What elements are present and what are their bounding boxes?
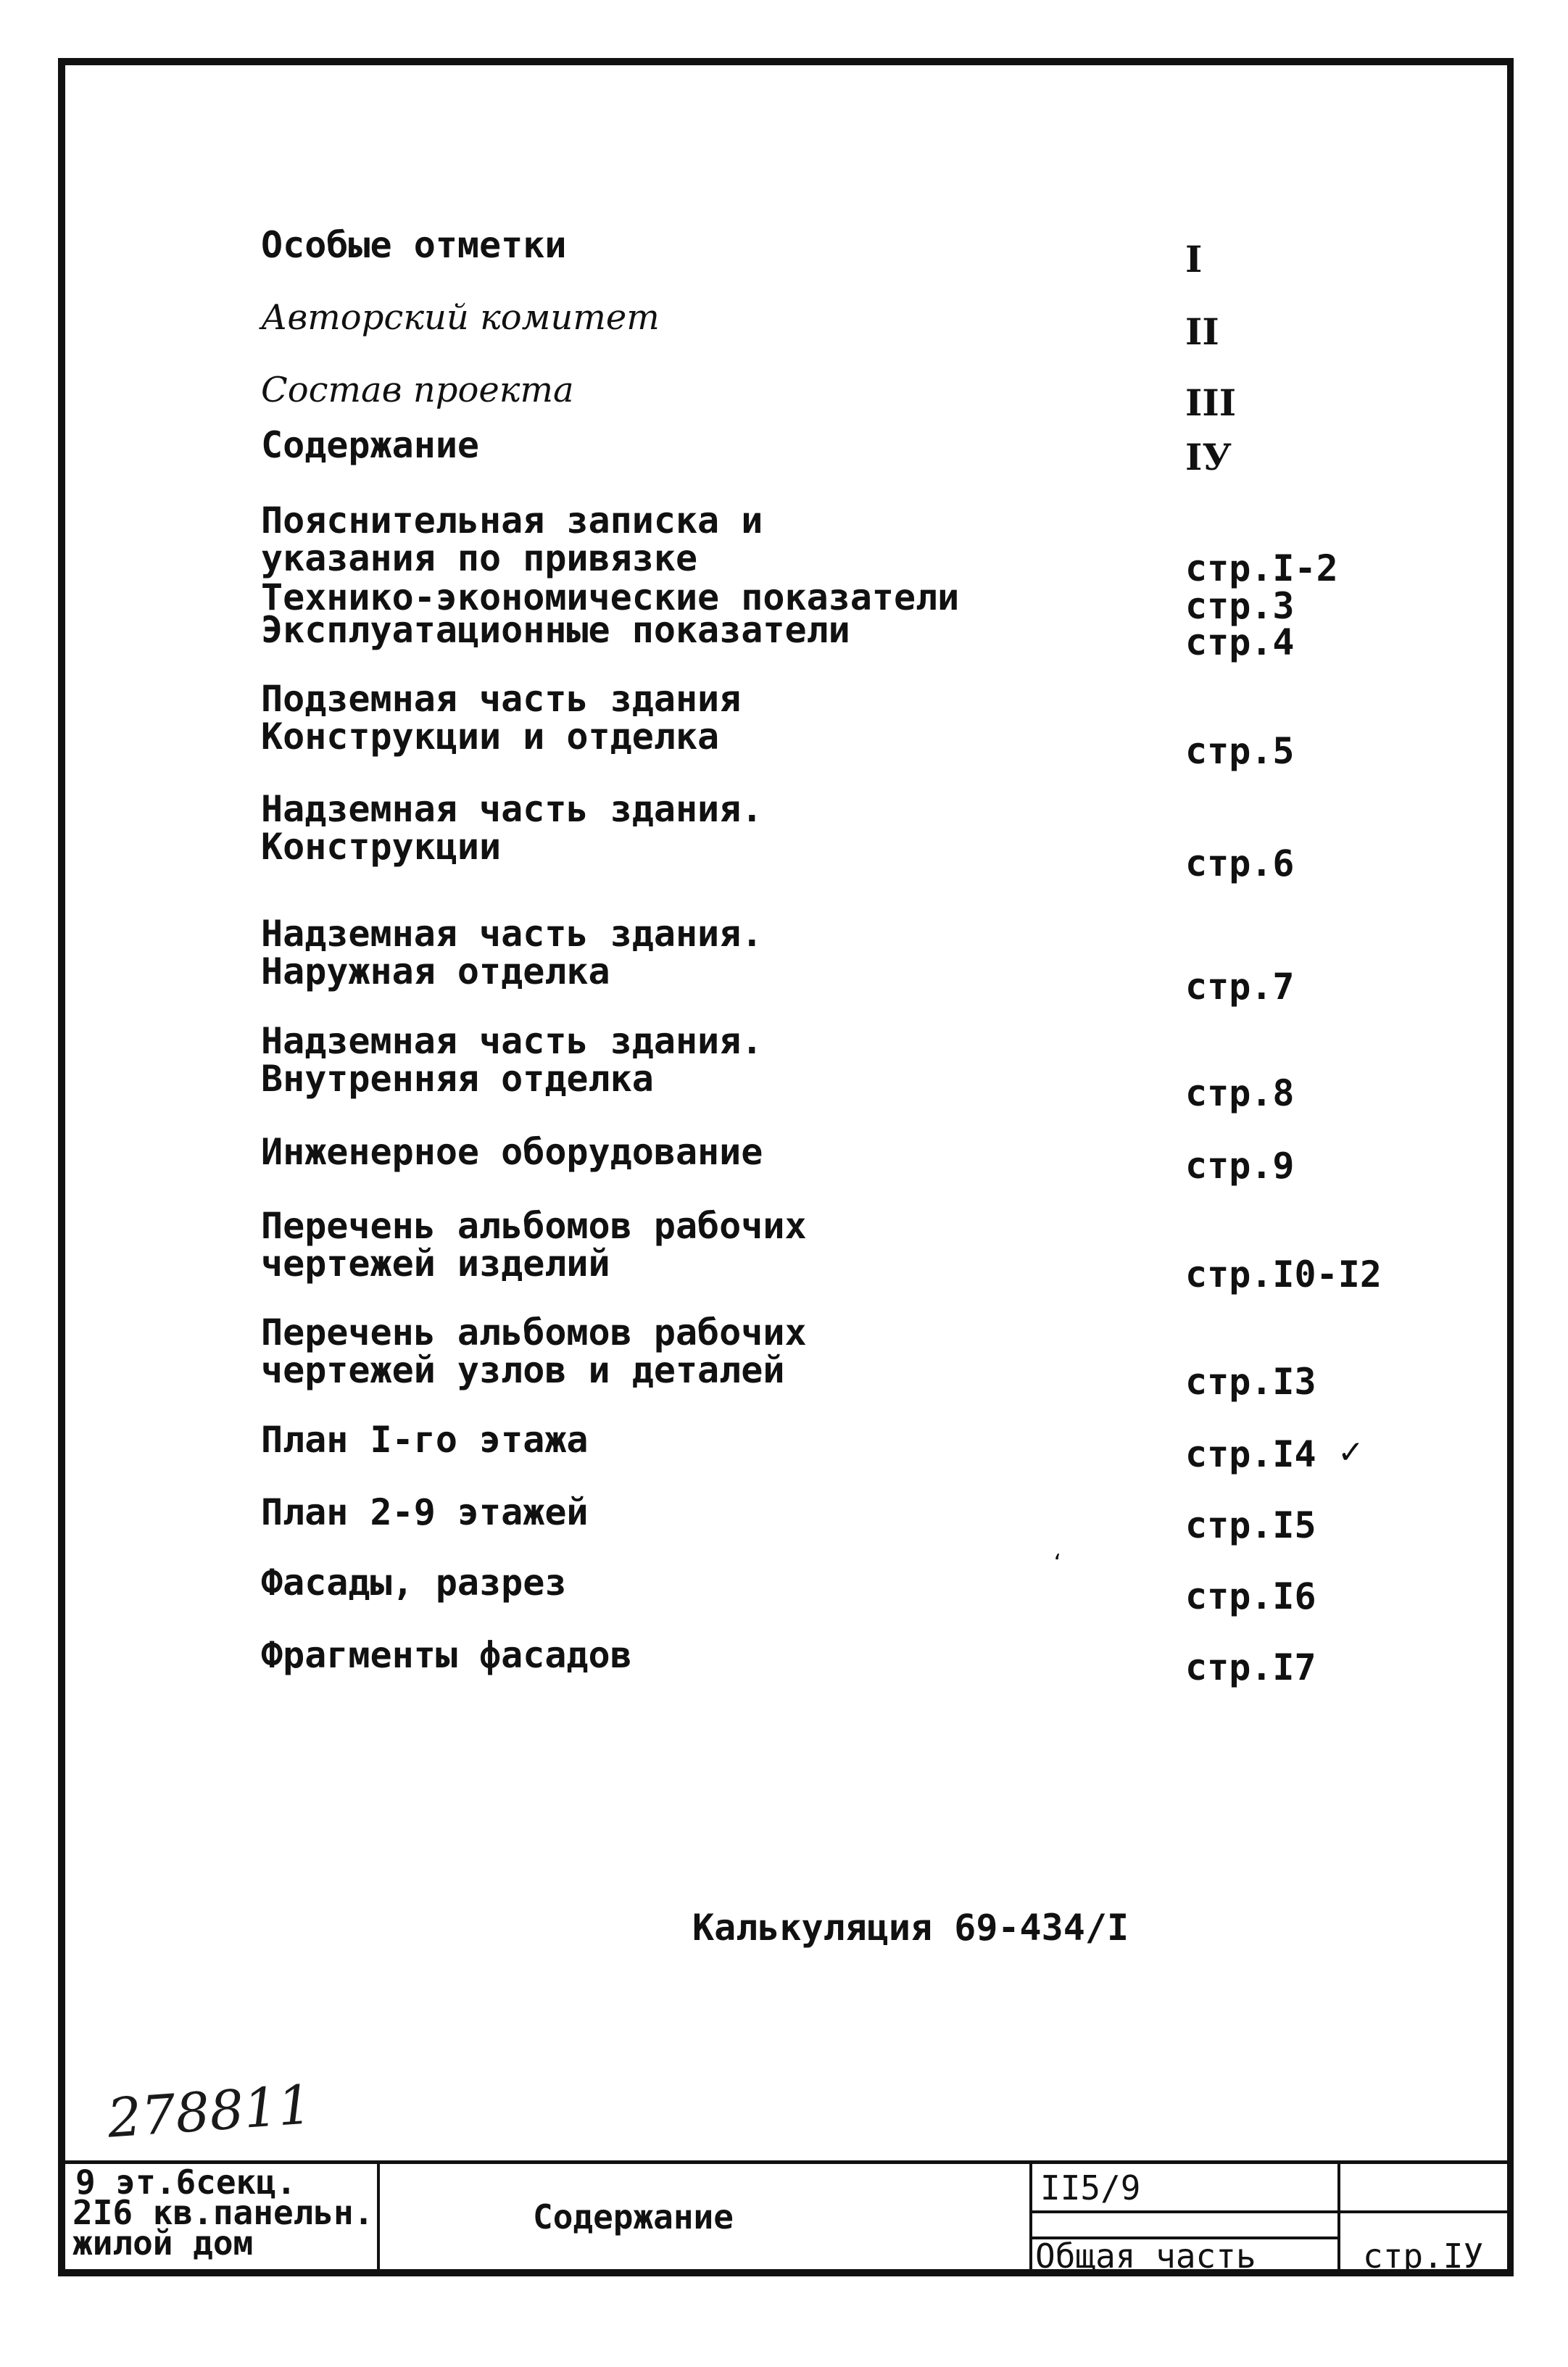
calculation-number: Калькуляция 69-434/I <box>692 1907 1129 1949</box>
project-code: II5/9 <box>1040 2168 1141 2208</box>
toc-entry-title: Перечень альбомов рабочих чертежей изделий <box>261 1205 807 1285</box>
toc-entry-page: III <box>1185 381 1237 424</box>
building-description-line: жилой дом <box>72 2223 254 2263</box>
toc-entry-page: стр.I7 <box>1185 1646 1316 1688</box>
sheet-title: Содержание <box>533 2197 734 2237</box>
toc-entry-title: Содержание <box>261 424 480 466</box>
toc-entry-page: стр.7 <box>1185 966 1295 1008</box>
toc-entry-title: Пояснительная записка и указания по привязке <box>261 499 763 579</box>
toc-entry-page: II <box>1185 310 1219 353</box>
toc-entry-title: Фасады, разрез <box>261 1562 567 1604</box>
toc-entry-page: стр.6 <box>1185 842 1295 884</box>
sheet-number: стр.IУ <box>1363 2237 1484 2276</box>
toc-entry-page: стр.I5 <box>1185 1504 1316 1546</box>
section-name: Общая часть <box>1035 2237 1256 2276</box>
toc-entry-page: стр.I-2 <box>1185 547 1338 589</box>
toc-entry-page: стр.I0-I2 <box>1185 1253 1382 1296</box>
toc-entry-title: План I-го этажа <box>261 1419 589 1461</box>
title-block-divider <box>1029 2210 1507 2213</box>
toc-entry-title: Надземная часть здания. Внутренняя отделка <box>261 1020 763 1100</box>
toc-entry-page: стр.I3 <box>1185 1361 1316 1403</box>
toc-entry-page: стр.I6 <box>1185 1575 1316 1617</box>
toc-entry-title: Фрагменты фасадов <box>261 1634 632 1676</box>
toc-entry-page: стр.I4 <box>1185 1433 1316 1475</box>
building-description-line: 2I6 кв.панельн. <box>72 2193 374 2232</box>
toc-entry-title: Авторский комитет <box>261 297 660 338</box>
toc-entry-title: Надземная часть здания. Наружная отделка <box>261 913 763 992</box>
toc-entry-title: Инженерное оборудование <box>261 1131 763 1173</box>
toc-entry-page: I <box>1185 238 1203 281</box>
toc-entry-title: Особые отметки <box>261 224 567 266</box>
inventory-number: 278811 <box>105 2073 315 2150</box>
toc-entry-page: стр.8 <box>1185 1072 1295 1114</box>
ink-mark-icon: ‘ <box>1051 1550 1063 1574</box>
check-mark-icon: ✓ <box>1337 1434 1364 1471</box>
toc-entry-page: стр.4 <box>1185 621 1295 663</box>
title-block-divider <box>1337 2164 1340 2269</box>
toc-entry-title: Состав проекта <box>261 370 574 410</box>
building-description-line: 9 эт.6секц. <box>75 2163 296 2202</box>
toc-entry-title: Эксплуатационные показатели <box>261 609 850 651</box>
toc-entry-title: Технико-экономические показатели <box>261 576 960 618</box>
title-block <box>65 2160 1507 2276</box>
toc-entry-title: Надземная часть здания. Конструкции <box>261 788 763 868</box>
title-block-divider <box>377 2164 380 2269</box>
title-block-divider <box>1029 2164 1032 2269</box>
toc-entry-page: стр.9 <box>1185 1145 1295 1187</box>
toc-entry-page: стр.3 <box>1185 585 1295 627</box>
toc-entry-title: Перечень альбомов рабочих чертежей узлов и деталей <box>261 1311 807 1391</box>
toc-entry-page: IУ <box>1185 436 1232 478</box>
toc-entry-page: стр.5 <box>1185 730 1295 772</box>
toc-entry-title: План 2-9 этажей <box>261 1491 589 1533</box>
toc-entry-title: Подземная часть здания Конструкции и отделка <box>261 678 742 758</box>
